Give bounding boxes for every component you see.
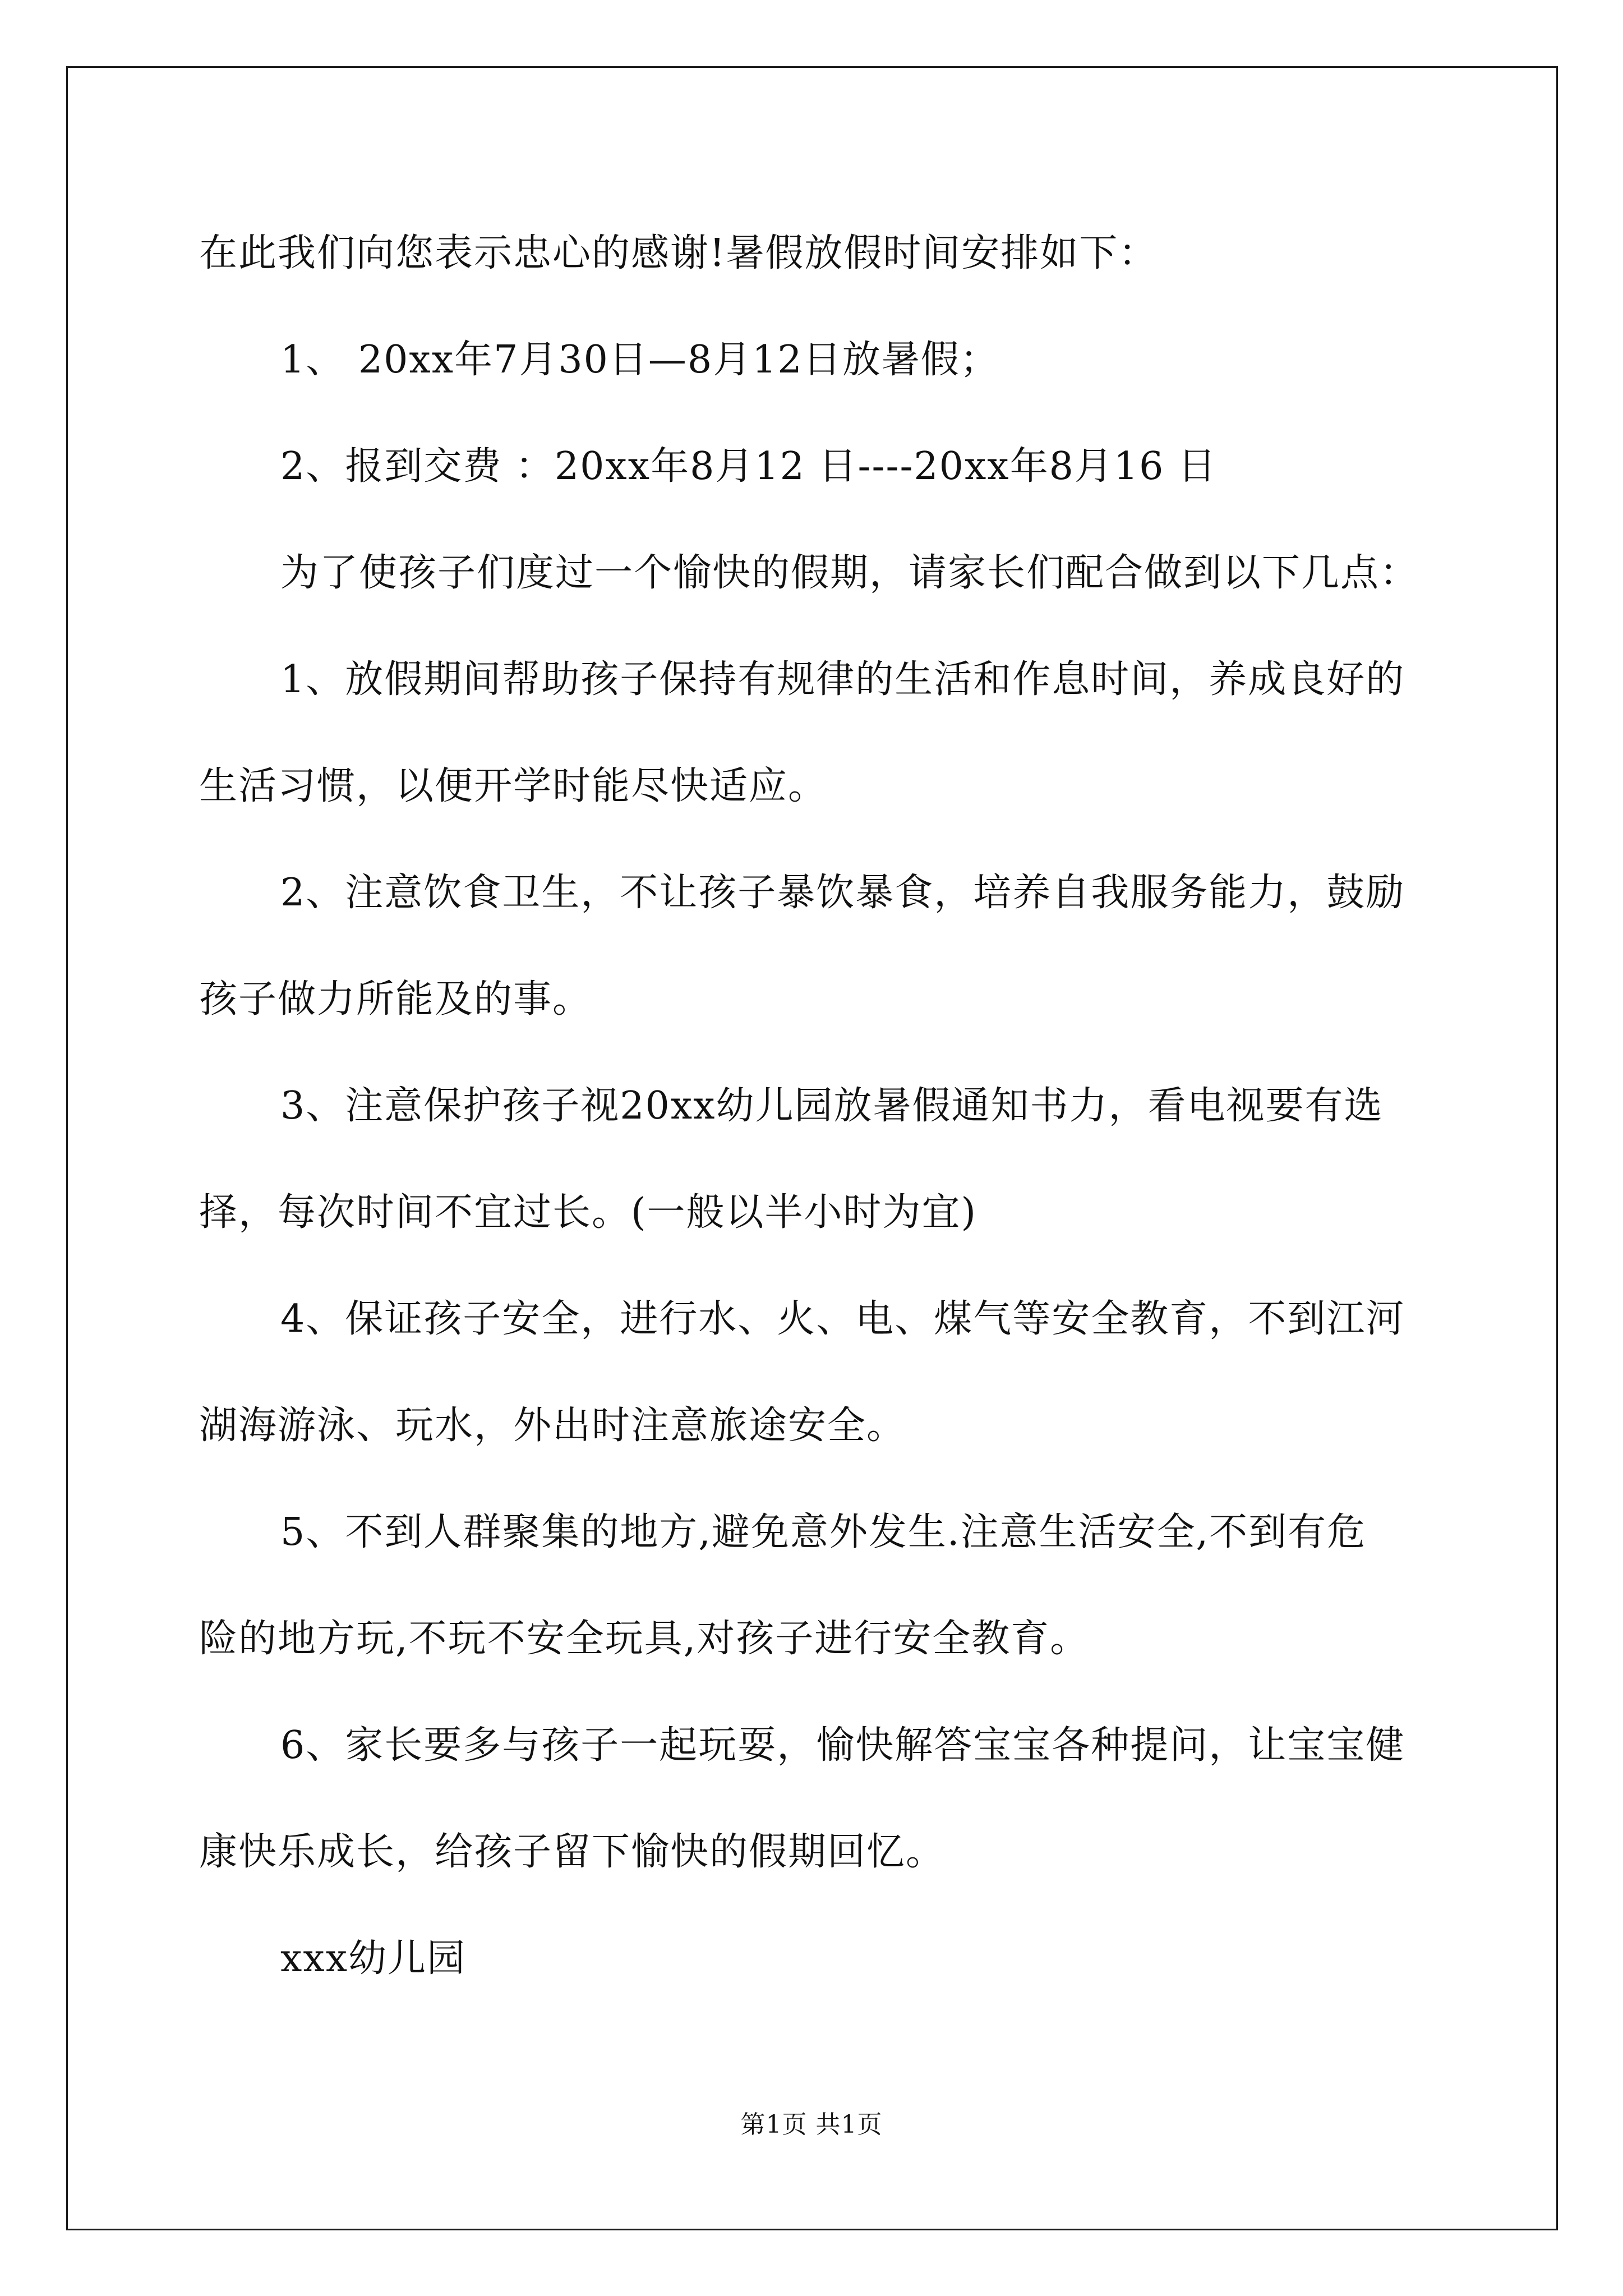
tip-6-line-1: 6、家长要多与孩子一起玩耍，愉快解答宝宝各种提问，让宝宝健 xyxy=(280,1723,1405,1768)
page-footer: 第1页 共1页 xyxy=(740,2110,883,2139)
schedule-item-2: 2、报到交费 ：20xx年8月12 日----20xx年8月16 日 xyxy=(280,444,1218,489)
signature-kindergarten: xxx幼儿园 xyxy=(280,1936,467,1981)
schedule-item-1: 1、 20xx年7月30日—8月12日放暑假； xyxy=(280,338,999,382)
parents-request-intro: 为了使孩子们度过一个愉快的假期，请家长们配合做到以下几点： xyxy=(280,551,1419,595)
intro-line: 在此我们向您表示忠心的感谢!暑假放假时间安排如下： xyxy=(199,231,1158,275)
tip-1-line-2: 生活习惯，以便开学时能尽快适应。 xyxy=(199,764,828,808)
tip-6-line-2: 康快乐成长，给孩子留下愉快的假期回忆。 xyxy=(199,1830,946,1874)
page-border xyxy=(66,66,1558,2230)
tip-3-line-2: 择，每次时间不宜过长。(一般以半小时为宜) xyxy=(199,1190,978,1235)
tip-4-line-2: 湖海游泳、玩水，外出时注意旅途安全。 xyxy=(199,1404,906,1448)
tip-3-line-1: 3、注意保护孩子视20xx幼儿园放暑假通知书力，看电视要有选 xyxy=(280,1084,1384,1128)
tip-2-line-1: 2、注意饮食卫生，不让孩子暴饮暴食，培养自我服务能力，鼓励 xyxy=(280,871,1405,915)
tip-5-line-2: 险的地方玩,不玩不安全玩具,对孩子进行安全教育。 xyxy=(199,1617,1090,1661)
tip-4-line-1: 4、保证孩子安全，进行水、火、电、煤气等安全教育，不到江河 xyxy=(280,1297,1405,1341)
tip-1-line-1: 1、放假期间帮助孩子保持有规律的生活和作息时间，养成良好的 xyxy=(280,657,1405,702)
tip-2-line-2: 孩子做力所能及的事。 xyxy=(199,977,592,1022)
tip-5-line-1: 5、不到人群聚集的地方,避免意外发生.注意生活安全,不到有危 xyxy=(280,1510,1367,1554)
